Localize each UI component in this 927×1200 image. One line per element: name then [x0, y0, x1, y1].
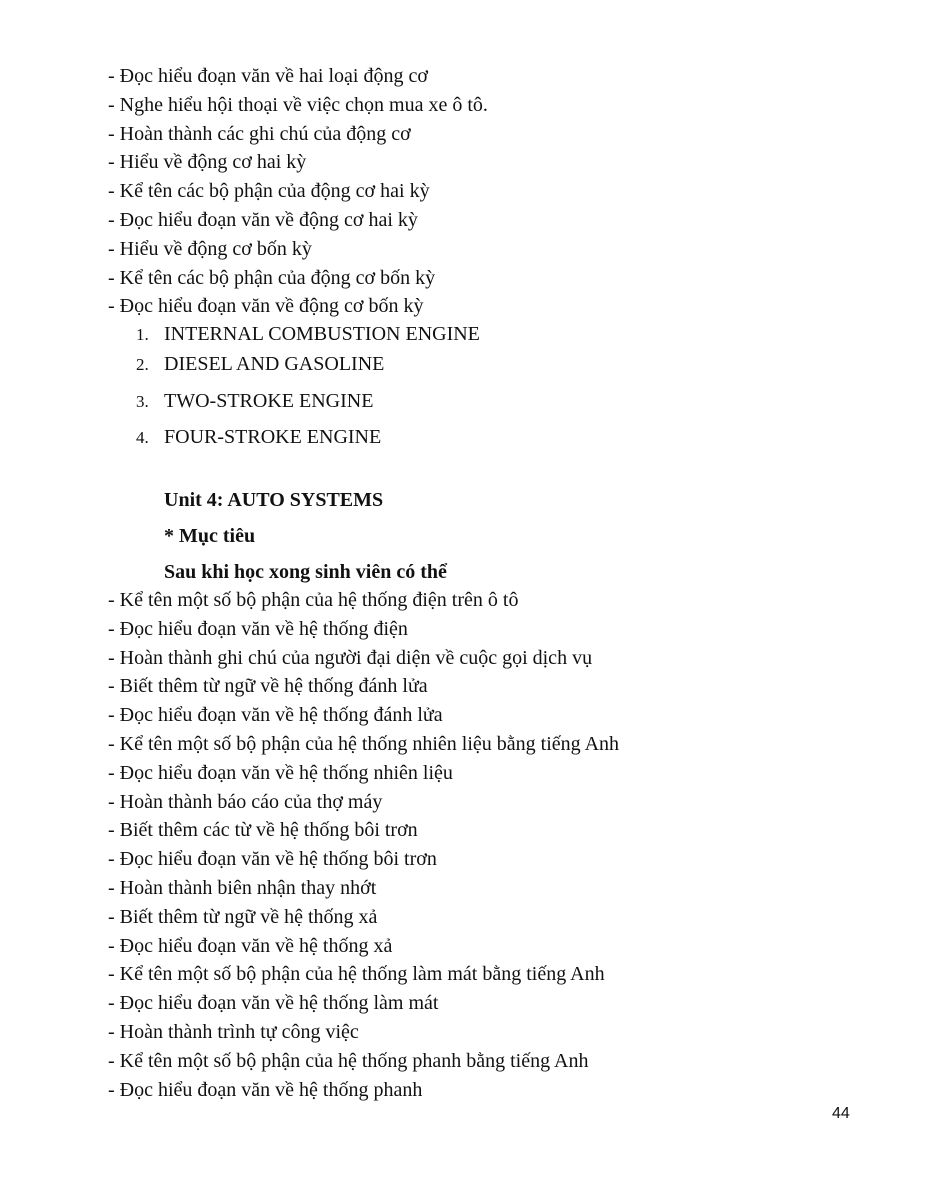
list-item: - Đọc hiểu đoạn văn về hệ thống làm mát [108, 992, 439, 1015]
lesson-item [136, 320, 480, 349]
objectives-list-top [108, 62, 488, 321]
list-item: - Đọc hiểu đoạn văn về hệ thống nhiên liệu [108, 761, 453, 784]
list-item: - Hoàn thành trình tự công việc [108, 1020, 359, 1043]
list-item: - Hoàn thành biên nhận thay nhớt [108, 876, 377, 899]
list-item: - Hoàn thành các ghi chú của động cơ [108, 122, 411, 145]
lesson-title: INTERNAL COMBUSTION ENGINE [164, 323, 480, 345]
list-item: - Hiểu về động cơ hai kỳ [108, 151, 307, 174]
objectives-list-bottom [108, 586, 619, 1104]
list-item: - Đọc hiểu đoạn văn về động cơ bốn kỳ [108, 295, 424, 318]
lesson-item [136, 423, 480, 452]
unit-title: Unit 4: AUTO SYSTEMS [164, 489, 384, 511]
lesson-title: FOUR-STROKE ENGINE [164, 426, 382, 448]
lesson-item [136, 387, 480, 416]
list-item: - Kể tên một số bộ phận của hệ thống phanh bằng tiếng Anh [108, 1049, 589, 1072]
list-item: - Kể tên một số bộ phận của hệ thống điện trên ô tô [108, 589, 519, 611]
list-item: - Đọc hiểu đoạn văn về hệ thống đánh lửa [108, 704, 443, 727]
list-item: - Kể tên một số bộ phận của hệ thống làm mát bằng tiếng Anh [108, 963, 605, 986]
lesson-number: 4. [136, 428, 149, 447]
list-item: - Đọc hiểu đoạn văn về hệ thống điện [108, 617, 408, 640]
lesson-number: 3. [136, 391, 149, 411]
list-item: - Đọc hiểu đoạn văn về hệ thống xả [108, 934, 393, 957]
list-item: - Đọc hiểu đoạn văn về hệ thống bôi trơn [108, 848, 437, 871]
list-item: - Nghe hiểu hội thoại về việc chọn mua xe ô tô. [108, 93, 488, 116]
lesson-title: DIESEL AND GASOLINE [164, 353, 385, 375]
lesson-item [136, 350, 480, 379]
list-item: - Kể tên các bộ phận của động cơ hai kỳ [108, 180, 430, 203]
list-item: - Hoàn thành ghi chú của người đại diện về cuộc gọi dịch vụ [108, 646, 593, 669]
list-item: - Biết thêm các từ về hệ thống bôi trơn [108, 819, 418, 842]
after-learning-heading: Sau khi học xong sinh viên có thể [164, 561, 447, 583]
list-item: - Đọc hiểu đoạn văn về hệ thống phanh [108, 1078, 423, 1101]
lesson-number: 2. [136, 355, 149, 374]
lesson-list [136, 320, 480, 460]
list-item: - Hiểu về động cơ bốn kỳ [108, 237, 312, 260]
objectives-heading: * Mục tiêu [164, 525, 256, 547]
list-item: - Đọc hiểu đoạn văn về động cơ hai kỳ [108, 208, 418, 231]
list-item: - Biết thêm từ ngữ về hệ thống đánh lửa [108, 675, 428, 698]
lesson-number: 1. [136, 325, 149, 344]
lesson-title: TWO-STROKE ENGINE [164, 389, 374, 412]
list-item: - Hoàn thành báo cáo của thợ máy [108, 790, 383, 813]
list-item: - Biết thêm từ ngữ về hệ thống xả [108, 905, 378, 928]
list-item: - Đọc hiểu đoạn văn về hai loại động cơ [108, 65, 428, 87]
page-number: 44 [832, 1105, 850, 1122]
list-item: - Kể tên một số bộ phận của hệ thống nhiên liệu bằng tiếng Anh [108, 732, 620, 755]
list-item: - Kể tên các bộ phận của động cơ bốn kỳ [108, 266, 436, 289]
